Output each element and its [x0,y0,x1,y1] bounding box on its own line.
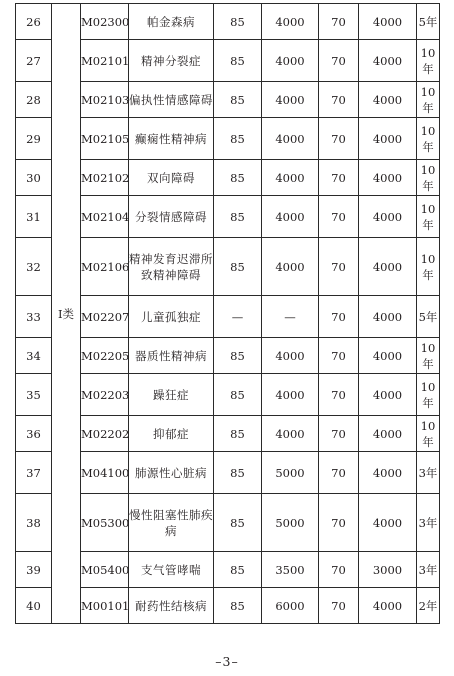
value-c-cell: 70 [319,416,359,452]
value-d-cell: 4000 [359,338,417,374]
value-b-cell: 4000 [262,338,319,374]
disease-code-cell: M02101 [81,40,129,82]
disease-name-cell: 分裂情感障碍 [129,196,214,238]
duration-cell: 10年 [417,196,440,238]
value-a-cell: 85 [214,416,262,452]
disease-name-cell: 肺源性心脏病 [129,452,214,494]
value-a-cell: 85 [214,40,262,82]
duration-cell: 2年 [417,588,440,624]
value-b-cell: 4000 [262,4,319,40]
value-d-cell: 4000 [359,196,417,238]
value-c-cell: 70 [319,552,359,588]
row-number-cell: 33 [16,296,52,338]
duration-cell: 3年 [417,552,440,588]
disease-code-cell: M02104 [81,196,129,238]
value-c-cell: 70 [319,374,359,416]
disease-code-cell: M05300 [81,494,129,552]
duration-cell: 3年 [417,452,440,494]
value-b-cell: 5000 [262,452,319,494]
duration-cell: 10年 [417,118,440,160]
value-a-cell: 85 [214,588,262,624]
disease-name-cell: 器质性精神病 [129,338,214,374]
disease-name-cell: 躁狂症 [129,374,214,416]
value-c-cell: 70 [319,238,359,296]
row-number-cell: 37 [16,452,52,494]
value-d-cell: 4000 [359,296,417,338]
duration-cell: 10年 [417,338,440,374]
row-number-cell: 30 [16,160,52,196]
disease-name-cell: 双向障碍 [129,160,214,196]
value-d-cell: 4000 [359,4,417,40]
value-c-cell: 70 [319,82,359,118]
value-b-cell: 3500 [262,552,319,588]
duration-cell: 5年 [417,4,440,40]
category-cell: Ⅰ类 [52,4,81,624]
value-b-cell: 4000 [262,40,319,82]
value-a-cell: 85 [214,4,262,40]
value-b-cell: 4000 [262,374,319,416]
disease-code-cell: M02105 [81,118,129,160]
value-b-cell: — [262,296,319,338]
disease-code-cell: M02300 [81,4,129,40]
row-number-cell: 26 [16,4,52,40]
value-a-cell: 85 [214,118,262,160]
duration-cell: 10年 [417,374,440,416]
duration-cell: 10年 [417,82,440,118]
value-a-cell: 85 [214,374,262,416]
value-d-cell: 4000 [359,40,417,82]
table-row [16,4,440,40]
row-number-cell: 39 [16,552,52,588]
value-b-cell: 4000 [262,118,319,160]
disease-name-cell: 精神分裂症 [129,40,214,82]
value-b-cell: 4000 [262,416,319,452]
value-d-cell: 4000 [359,118,417,160]
value-c-cell: 70 [319,494,359,552]
value-b-cell: 6000 [262,588,319,624]
value-a-cell: 85 [214,338,262,374]
disease-code-cell: M02205 [81,338,129,374]
value-a-cell: 85 [214,238,262,296]
row-number-cell: 40 [16,588,52,624]
row-number-cell: 34 [16,338,52,374]
value-b-cell: 4000 [262,82,319,118]
value-d-cell: 4000 [359,374,417,416]
row-number-cell: 29 [16,118,52,160]
page-number: –3– [215,654,239,669]
value-b-cell: 4000 [262,238,319,296]
row-number-cell: 38 [16,494,52,552]
duration-cell: 10年 [417,416,440,452]
value-a-cell: 85 [214,452,262,494]
value-d-cell: 4000 [359,452,417,494]
value-c-cell: 70 [319,196,359,238]
row-number-cell: 35 [16,374,52,416]
value-a-cell: 85 [214,82,262,118]
disease-name-cell: 精神发育迟滞所致精神障碍 [129,238,214,296]
row-number-cell: 27 [16,40,52,82]
duration-cell: 10年 [417,160,440,196]
value-c-cell: 70 [319,4,359,40]
value-c-cell: 70 [319,118,359,160]
disease-code-cell: M02106 [81,238,129,296]
duration-cell: 3年 [417,494,440,552]
disease-name-cell: 慢性阻塞性肺疾病 [129,494,214,552]
disease-name-cell: 儿童孤独症 [129,296,214,338]
value-d-cell: 4000 [359,82,417,118]
value-d-cell: 4000 [359,238,417,296]
value-c-cell: 70 [319,338,359,374]
disease-name-cell: 帕金森病 [129,4,214,40]
value-d-cell: 4000 [359,588,417,624]
disease-name-cell: 耐药性结核病 [129,588,214,624]
disease-code-cell: M00101 [81,588,129,624]
disease-code-cell: M05400 [81,552,129,588]
value-d-cell: 4000 [359,494,417,552]
value-b-cell: 4000 [262,160,319,196]
row-number-cell: 28 [16,82,52,118]
value-a-cell: 85 [214,160,262,196]
value-d-cell: 4000 [359,416,417,452]
disease-code-cell: M02202 [81,416,129,452]
row-number-cell: 32 [16,238,52,296]
disease-code-cell: M02207 [81,296,129,338]
value-b-cell: 4000 [262,196,319,238]
duration-cell: 10年 [417,40,440,82]
value-a-cell: 85 [214,494,262,552]
row-number-cell: 31 [16,196,52,238]
duration-cell: 5年 [417,296,440,338]
row-number-cell: 36 [16,416,52,452]
disease-name-cell: 偏执性情感障碍 [129,82,214,118]
disease-name-cell: 支气管哮喘 [129,552,214,588]
value-d-cell: 3000 [359,552,417,588]
value-c-cell: 70 [319,296,359,338]
value-a-cell: 85 [214,552,262,588]
value-c-cell: 70 [319,588,359,624]
table-body [16,4,440,624]
duration-cell: 10年 [417,238,440,296]
disease-name-cell: 抑郁症 [129,416,214,452]
disease-code-cell: M02102 [81,160,129,196]
disease-code-cell: M02203 [81,374,129,416]
value-d-cell: 4000 [359,160,417,196]
disease-code-cell: M02103 [81,82,129,118]
value-b-cell: 5000 [262,494,319,552]
disease-table [15,3,440,624]
value-a-cell: — [214,296,262,338]
disease-code-cell: M04100 [81,452,129,494]
value-c-cell: 70 [319,160,359,196]
disease-name-cell: 癫痫性精神病 [129,118,214,160]
value-a-cell: 85 [214,196,262,238]
value-c-cell: 70 [319,40,359,82]
value-c-cell: 70 [319,452,359,494]
